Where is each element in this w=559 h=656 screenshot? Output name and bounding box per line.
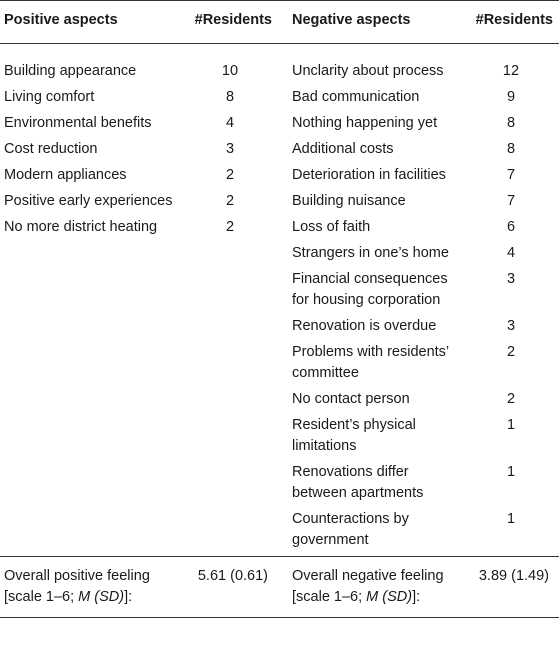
header-row bbox=[0, 1, 559, 44]
table-row bbox=[0, 139, 559, 165]
table-row bbox=[0, 462, 559, 509]
negative-residents-cell: 6 bbox=[506, 219, 516, 235]
negative-aspect-cell: Additional costs bbox=[292, 141, 394, 157]
positive-residents-cell: 8 bbox=[225, 89, 235, 105]
positive-aspect-cell: Positive early experiences bbox=[4, 193, 173, 209]
table-row bbox=[0, 509, 559, 557]
positive-aspect-cell bbox=[0, 462, 182, 509]
negative-aspect-cell: Problems with residents’ committee bbox=[292, 344, 449, 381]
negative-residents-cell: 3 bbox=[506, 318, 516, 334]
positive-residents-cell bbox=[182, 269, 278, 316]
negative-aspect-cell: Strangers in one’s home bbox=[292, 245, 449, 261]
positive-residents-cell: 10 bbox=[221, 63, 239, 79]
positive-residents-cell: 2 bbox=[225, 167, 235, 183]
positive-aspect-cell bbox=[0, 509, 182, 557]
positive-residents-cell bbox=[182, 415, 278, 462]
positive-aspect-cell: Cost reduction bbox=[4, 141, 98, 157]
positive-residents-cell bbox=[182, 509, 278, 557]
negative-aspect-cell: Building nuisance bbox=[292, 193, 406, 209]
negative-aspect-cell: Deterioration in facilities bbox=[292, 167, 446, 183]
overall-positive-scale-stat: M (SD) bbox=[78, 589, 125, 605]
negative-residents-cell: 8 bbox=[506, 141, 516, 157]
overall-negative-value: 3.89 (1.49) bbox=[463, 557, 559, 618]
table-row bbox=[0, 165, 559, 191]
negative-aspect-cell: Nothing happening yet bbox=[292, 115, 438, 131]
positive-aspect-cell bbox=[0, 415, 182, 462]
negative-residents-cell: 8 bbox=[506, 115, 516, 131]
table-row bbox=[0, 191, 559, 217]
negative-residents-cell: 2 bbox=[506, 391, 516, 407]
positive-aspect-cell: Environmental benefits bbox=[4, 115, 152, 131]
positive-residents-cell: 2 bbox=[225, 219, 235, 235]
table-row bbox=[0, 316, 559, 342]
overall-negative-scale-stat: M (SD) bbox=[366, 589, 413, 605]
table-row bbox=[0, 243, 559, 269]
positive-residents-cell: 4 bbox=[225, 115, 235, 131]
negative-aspect-cell: Financial consequences for housing corporation bbox=[292, 271, 448, 308]
negative-aspect-cell: Loss of faith bbox=[292, 219, 371, 235]
negative-residents-cell: 7 bbox=[506, 167, 516, 183]
header-positive-aspects: Positive aspects bbox=[0, 1, 182, 44]
table-row bbox=[0, 61, 559, 87]
positive-aspect-cell bbox=[0, 316, 182, 342]
positive-aspect-cell: Living comfort bbox=[4, 89, 95, 105]
positive-aspect-cell bbox=[0, 243, 182, 269]
overall-positive-scale-a: [scale 1–6; bbox=[4, 589, 79, 605]
negative-aspect-cell: Unclarity about process bbox=[292, 63, 444, 79]
positive-residents-cell: 2 bbox=[225, 193, 235, 209]
negative-aspect-cell: Renovation is overdue bbox=[292, 318, 437, 334]
negative-aspect-cell: Counteractions by government bbox=[292, 511, 409, 548]
positive-residents-cell bbox=[182, 462, 278, 509]
overall-negative-label bbox=[278, 557, 463, 618]
negative-residents-cell: 12 bbox=[502, 63, 520, 79]
spacer-row bbox=[0, 44, 559, 62]
negative-residents-cell: 2 bbox=[506, 344, 516, 360]
negative-aspect-cell: Renovations differ between apartments bbox=[292, 464, 424, 501]
table-row bbox=[0, 415, 559, 462]
positive-aspect-cell bbox=[0, 389, 182, 415]
table-header bbox=[0, 1, 559, 44]
negative-residents-cell: 1 bbox=[506, 464, 516, 480]
footer-row bbox=[0, 557, 559, 618]
negative-aspect-cell: Resident’s physical limitations bbox=[292, 417, 416, 454]
header-positive-residents: #Residents bbox=[182, 1, 278, 44]
positive-residents-cell bbox=[182, 389, 278, 415]
negative-aspect-cell: Bad communication bbox=[292, 89, 420, 105]
overall-negative-scale-c: ]: bbox=[412, 589, 421, 605]
negative-residents-cell: 1 bbox=[506, 511, 516, 527]
negative-aspect-cell: No contact person bbox=[292, 391, 410, 407]
overall-negative-label-line1: Overall negative feeling bbox=[292, 568, 444, 584]
table-body bbox=[0, 44, 559, 557]
table-row bbox=[0, 269, 559, 316]
positive-aspect-cell: Building appearance bbox=[4, 63, 137, 79]
positive-residents-cell bbox=[182, 243, 278, 269]
overall-positive-label-line1: Overall positive feeling bbox=[4, 568, 150, 584]
table-footer bbox=[0, 557, 559, 618]
overall-negative-scale-a: [scale 1–6; bbox=[292, 589, 367, 605]
table-row bbox=[0, 113, 559, 139]
positive-aspect-cell: Modern appliances bbox=[4, 167, 127, 183]
overall-positive-label bbox=[0, 557, 182, 618]
positive-aspect-cell bbox=[0, 342, 182, 389]
positive-residents-cell bbox=[182, 316, 278, 342]
negative-residents-cell: 7 bbox=[506, 193, 516, 209]
negative-residents-cell: 4 bbox=[506, 245, 516, 261]
negative-residents-cell: 3 bbox=[506, 271, 516, 287]
header-negative-residents: #Residents bbox=[463, 1, 559, 44]
positive-aspect-cell bbox=[0, 269, 182, 316]
table-row bbox=[0, 342, 559, 389]
positive-aspect-cell: No more district heating bbox=[4, 219, 158, 235]
positive-residents-cell: 3 bbox=[225, 141, 235, 157]
negative-residents-cell: 9 bbox=[506, 89, 516, 105]
table-row bbox=[0, 217, 559, 243]
positive-residents-cell bbox=[182, 342, 278, 389]
header-negative-aspects: Negative aspects bbox=[278, 1, 463, 44]
overall-positive-value: 5.61 (0.61) bbox=[182, 557, 278, 618]
table-row bbox=[0, 389, 559, 415]
overall-positive-scale-c: ]: bbox=[124, 589, 133, 605]
table-row bbox=[0, 87, 559, 113]
negative-residents-cell: 1 bbox=[506, 417, 516, 433]
